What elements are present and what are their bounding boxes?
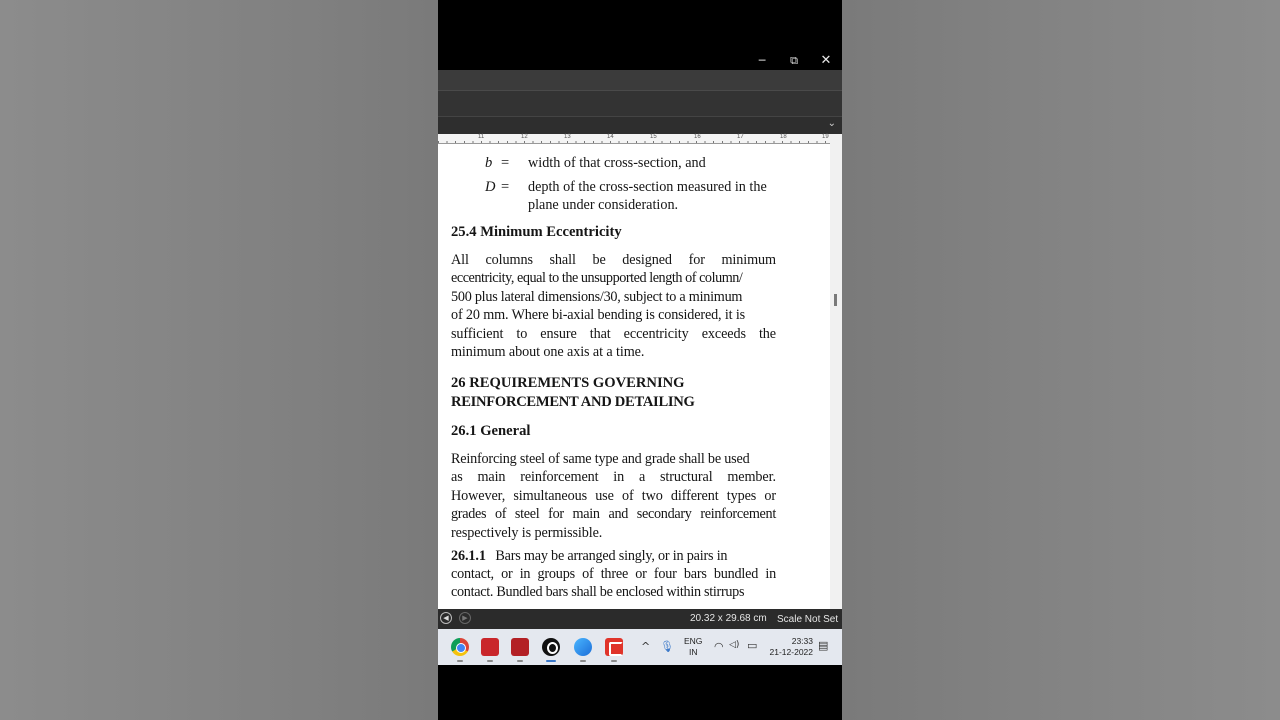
wifi-icon[interactable]: ◠	[714, 640, 724, 653]
word: exceeds	[701, 326, 746, 342]
word: or	[764, 488, 776, 504]
word: two	[641, 488, 663, 504]
word: secondary	[636, 506, 692, 522]
definition-term: b	[485, 155, 493, 171]
ruler-tick: 18	[780, 134, 787, 140]
toolbar-secondary	[438, 116, 842, 134]
ruler-tick: 19	[822, 134, 829, 140]
taskbar-running-indicator	[580, 660, 586, 662]
word: simultaneous	[513, 488, 588, 504]
clause-text: Bars may be arranged singly, or in pairs in	[495, 548, 728, 564]
word: columns	[485, 252, 533, 268]
volume-icon[interactable]: ◁)	[729, 640, 740, 650]
word: in	[519, 566, 531, 582]
screen-recording-frame	[438, 0, 842, 720]
toolbar	[438, 90, 842, 116]
clock[interactable]	[769, 636, 813, 658]
word: bundled	[713, 566, 759, 582]
clause-number: 26.1.1	[451, 548, 486, 564]
background-right-blur	[842, 0, 1280, 720]
word: and	[608, 506, 629, 522]
chrome-icon[interactable]	[451, 638, 469, 656]
word: ensure	[540, 326, 577, 342]
vertical-scrollbar[interactable]	[830, 134, 842, 609]
scale-readout[interactable]: Scale Not Set	[777, 614, 839, 625]
word: minimum	[721, 252, 776, 268]
word: steel	[514, 506, 540, 522]
word: types	[726, 488, 757, 504]
blue-app-icon[interactable]	[574, 638, 592, 656]
paragraph-line	[451, 469, 776, 486]
word: However,	[451, 488, 506, 504]
definition-term: D	[485, 179, 496, 195]
ruler-tick: 16	[694, 134, 701, 140]
paragraph-line	[451, 252, 776, 269]
word: in	[613, 469, 625, 485]
definition-text: depth of the cross-section measured in the	[528, 179, 767, 195]
word: or	[501, 566, 513, 582]
chapter-heading: 26 REQUIREMENTS GOVERNING	[451, 375, 685, 391]
status-bar	[438, 609, 842, 629]
definition-text: width of that cross-section, and	[528, 155, 706, 171]
word: member.	[727, 469, 776, 485]
chevron-down-icon[interactable]: ⌄	[827, 118, 836, 129]
restore-icon[interactable]: ⧉	[790, 54, 798, 67]
ruler-tick: 15	[650, 134, 657, 140]
word: in	[765, 566, 776, 582]
paragraph-line: Reinforcing steel of same type and grade shall be used	[451, 451, 750, 467]
word: shall	[549, 252, 576, 268]
scrollbar-thumb[interactable]	[834, 294, 837, 306]
clock-date: 21-12-2022	[769, 647, 813, 657]
word: grades	[451, 506, 487, 522]
close-icon[interactable]: ✕	[820, 53, 832, 68]
language-code: ENG	[684, 636, 703, 646]
ruler-tick: 13	[564, 134, 571, 140]
word: a	[638, 469, 646, 485]
word: bars	[683, 566, 707, 582]
ruler-tick: 17	[737, 134, 744, 140]
word: of	[582, 566, 594, 582]
paragraph-line	[451, 548, 776, 565]
paragraph-line: minimum about one axis at a time.	[451, 344, 645, 360]
window-titlebar	[438, 52, 842, 70]
ruler-tick: 12	[521, 134, 528, 140]
word: as	[451, 469, 463, 485]
word: for	[548, 506, 564, 522]
word: or	[635, 566, 647, 582]
region-code: IN	[688, 647, 698, 657]
document-page[interactable]	[438, 144, 830, 609]
chapter-heading: REINFORCEMENT AND DETAILING	[451, 394, 695, 410]
horizontal-ruler	[438, 134, 830, 144]
clock-time: 23:33	[791, 636, 813, 646]
taskbar-running-indicator	[457, 660, 463, 662]
word: that	[589, 326, 611, 342]
chevron-up-icon[interactable]: ^	[641, 640, 651, 653]
definition-equals: =	[501, 179, 510, 195]
word: different	[670, 488, 719, 504]
taskbar	[438, 629, 842, 665]
definition-equals: =	[501, 155, 510, 171]
word: structural	[659, 469, 713, 485]
paragraph-line: of 20 mm. Where bi-axial bending is considered, it is	[451, 307, 745, 323]
menu-bar	[438, 70, 842, 90]
word: of	[494, 506, 507, 522]
word: for	[688, 252, 705, 268]
word: be	[592, 252, 606, 268]
paragraph-line	[451, 506, 776, 523]
battery-icon[interactable]: ▭	[747, 639, 758, 652]
paragraph-line	[451, 488, 776, 505]
word: designed	[622, 252, 672, 268]
microphone-icon[interactable]: 🎙	[660, 640, 674, 653]
word: sufficient	[451, 326, 504, 342]
taskbar-running-indicator	[487, 660, 493, 662]
language-indicator[interactable]	[684, 636, 702, 658]
word: main	[572, 506, 600, 522]
taskbar-active-indicator	[546, 660, 556, 662]
previous-page-icon[interactable]: ◀	[440, 612, 452, 624]
red-app-icon[interactable]	[605, 638, 623, 656]
word: contact,	[451, 566, 494, 582]
word: All	[451, 252, 469, 268]
definition-text: plane under consideration.	[528, 197, 679, 213]
paragraph-line	[451, 326, 776, 343]
ruler-tick: 14	[607, 134, 614, 140]
section-heading: 25.4 Minimum Eccentricity	[451, 224, 622, 240]
section-heading: 26.1 General	[451, 423, 531, 439]
word: the	[758, 326, 776, 342]
word: three	[600, 566, 629, 582]
word: eccentricity	[623, 326, 689, 342]
word: use	[595, 488, 614, 504]
page-size-readout: 20.32 x 29.68 cm	[690, 613, 767, 624]
word: of	[621, 488, 634, 504]
next-page-icon[interactable]: ▶	[459, 612, 471, 624]
background-left-blur	[0, 0, 438, 720]
ruler-tick: 11	[478, 134, 485, 140]
paragraph-line: respectively is permissible.	[451, 525, 603, 541]
dark-app-icon[interactable]	[542, 638, 560, 656]
word: four	[653, 566, 677, 582]
pdf-app-icon[interactable]	[481, 638, 499, 656]
paragraph-line: contact. Bundled bars shall be enclosed within stirrups	[451, 584, 745, 600]
notification-icon[interactable]: ▤	[818, 639, 829, 652]
paragraph-line: eccentricity, equal to the unsupported length of column/	[451, 270, 743, 286]
word: groups	[537, 566, 575, 582]
pdf-app-2-icon[interactable]	[511, 638, 529, 656]
word: reinforcement	[700, 506, 776, 522]
taskbar-running-indicator	[517, 660, 523, 662]
taskbar-running-indicator	[611, 660, 617, 662]
word: main	[477, 469, 506, 485]
paragraph-line	[451, 566, 776, 583]
minimize-icon[interactable]: ─	[758, 54, 766, 67]
word: to	[516, 326, 528, 342]
word: reinforcement	[520, 469, 599, 485]
paragraph-line: 500 plus lateral dimensions/30, subject to a minimum	[451, 289, 743, 305]
